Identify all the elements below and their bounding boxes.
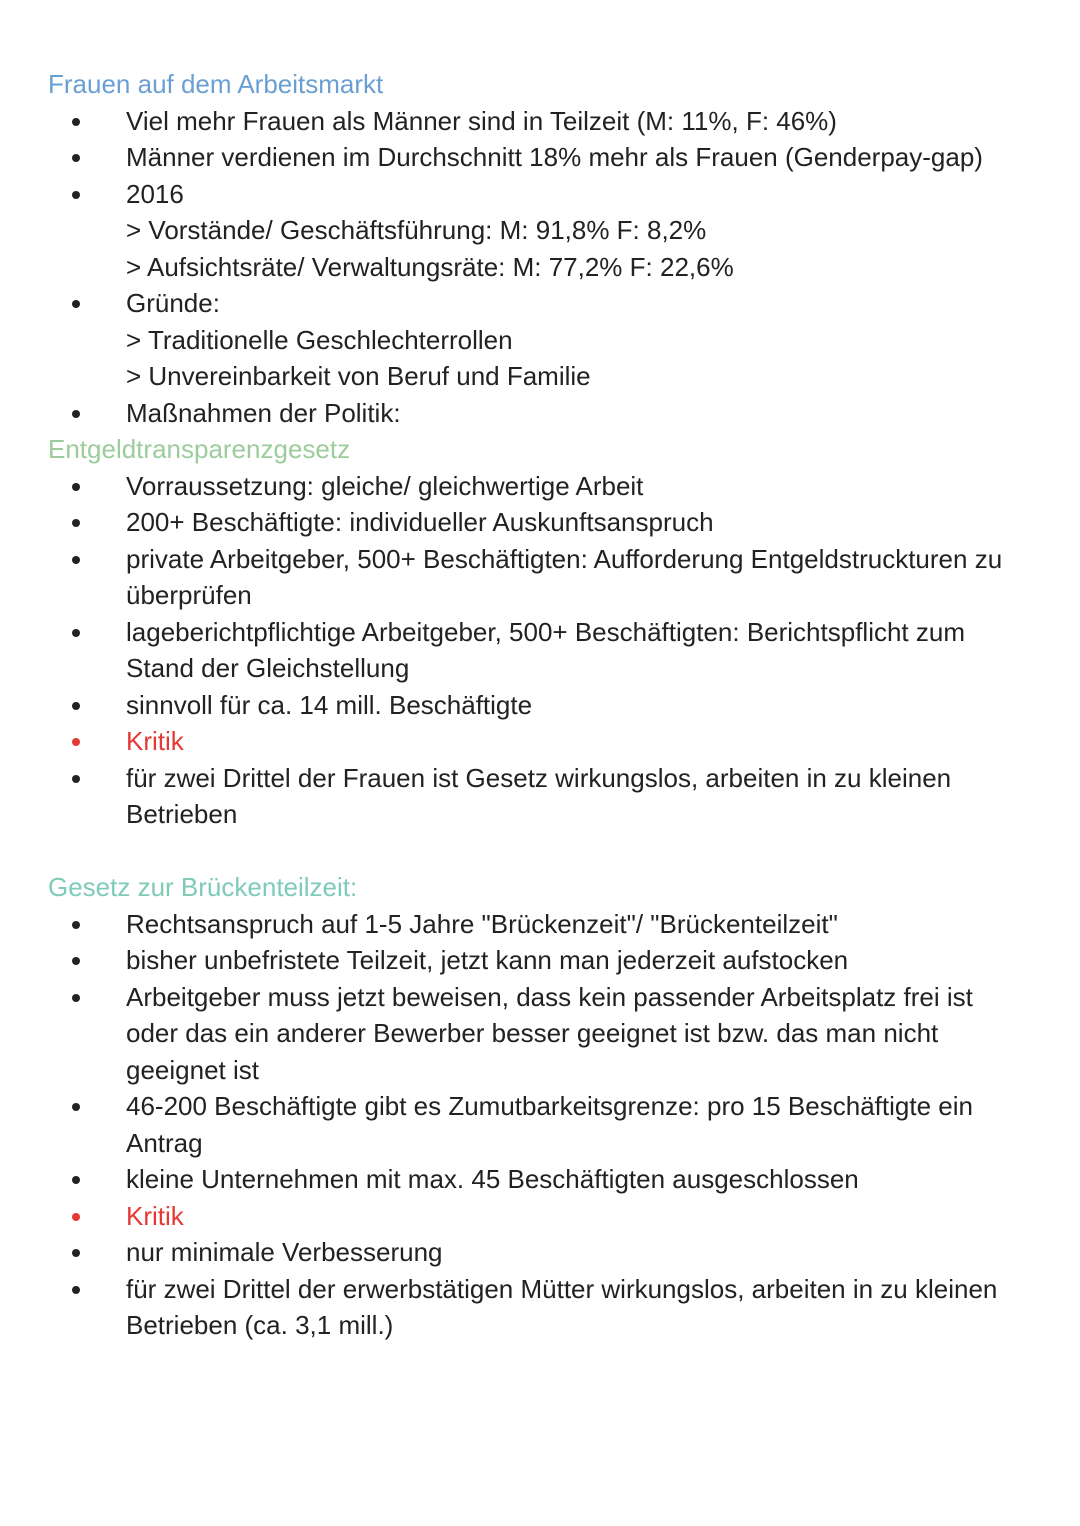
list-item	[0, 285, 1080, 322]
item-text: 200+ Beschäftigte: individueller Auskunftsanspruch	[126, 507, 714, 537]
bullet-icon	[72, 556, 80, 564]
list-item	[0, 1088, 1080, 1161]
item-text: Gründe:	[126, 288, 220, 318]
item-text: private Arbeitgeber, 500+ Beschäftigten: Aufforderung Entgeldstruckturen zu überprüfen	[126, 543, 1003, 610]
item-text: Maßnahmen der Politik:	[126, 397, 401, 428]
list-item-kritik	[0, 1198, 1080, 1235]
bullet-icon	[72, 483, 80, 491]
list-item	[0, 1161, 1080, 1198]
item-text: 46-200 Beschäftigte gibt es Zumutbarkeitsgrenze: pro 15 Beschäftigte ein Antrag	[126, 1091, 973, 1158]
item-text: Rechtsanspruch auf 1-5 Jahre "Brückenzeit"/ "Brückenteilzeit"	[126, 908, 838, 939]
list-frauen-arbeitsmarkt-cont	[0, 285, 1080, 322]
list-frauen-arbeitsmarkt	[0, 103, 1080, 213]
list-item	[0, 139, 1080, 176]
heading-frauen-arbeitsmarkt: Frauen auf dem Arbeitsmarkt	[48, 69, 384, 99]
list-item	[0, 614, 1080, 687]
list-item	[0, 1271, 1080, 1344]
document-page	[0, 66, 1080, 1344]
item-text: für zwei Drittel der erwerbstätigen Mütter wirkungslos, arbeiten in zu kleinen Betrieben (ca. 3,1 mill.)	[126, 1273, 998, 1340]
item-text: Arbeitgeber muss jetzt beweisen, dass kein passender Arbeitsplatz frei ist oder das ein anderer Bewerber besser geeignet ist bzw. das man nicht geeignet ist	[126, 981, 973, 1085]
list-brueckenteilzeit	[0, 906, 1080, 1344]
item-text: Männer verdienen im Durchschnitt 18% mehr als Frauen (Genderpay-gap)	[126, 142, 983, 172]
list-item	[0, 942, 1080, 979]
list-item	[0, 906, 1080, 943]
bullet-icon	[72, 118, 80, 126]
list-item	[0, 468, 1080, 505]
list-item	[0, 760, 1080, 833]
list-item	[0, 541, 1080, 614]
bullet-icon	[72, 410, 80, 418]
bullet-icon	[72, 994, 80, 1002]
bullet-icon	[72, 1249, 80, 1257]
bullet-icon	[72, 775, 80, 783]
list-item	[0, 687, 1080, 724]
bullet-icon	[72, 921, 80, 929]
bullet-red-icon	[72, 1213, 80, 1221]
list-item	[0, 176, 1080, 213]
list-item	[0, 504, 1080, 541]
item-text: kleine Unternehmen mit max. 45 Beschäftigten ausgeschlossen	[126, 1164, 859, 1194]
item-text: nur minimale Verbesserung	[126, 1237, 443, 1267]
heading-entgeldtransparenzgesetz: Entgeldtransparenzgesetz	[48, 434, 351, 464]
sub-item: > Vorstände/ Geschäftsführung: M: 91,8% F: 8,2%	[126, 215, 707, 245]
item-text: 2016	[126, 178, 184, 209]
bullet-icon	[72, 957, 80, 965]
bullet-icon	[72, 300, 80, 308]
bullet-icon	[72, 1286, 80, 1294]
list-item	[0, 395, 1080, 432]
list-item	[0, 103, 1080, 140]
bullet-red-icon	[72, 738, 80, 746]
item-text: lageberichtpflichtige Arbeitgeber, 500+ Beschäftigten: Berichtspflicht zum Stand der Gleichstellung	[126, 616, 965, 683]
heading-brueckenteilzeit: Gesetz zur Brückenteilzeit:	[48, 872, 358, 902]
list-item	[0, 979, 1080, 1089]
kritik-label: Kritik	[126, 726, 184, 756]
bullet-icon	[72, 1176, 80, 1184]
item-text: Viel mehr Frauen als Männer sind in Teilzeit (M: 11%, F: 46%)	[126, 105, 837, 136]
bullet-icon	[72, 191, 80, 199]
list-item	[0, 1234, 1080, 1271]
sub-item: > Unvereinbarkeit von Beruf und Familie	[126, 361, 591, 391]
sub-item: > Traditionelle Geschlechterrollen	[126, 324, 513, 355]
list-item-kritik	[0, 723, 1080, 760]
sub-item: > Aufsichtsräte/ Verwaltungsräte: M: 77,2% F: 22,6%	[126, 251, 734, 282]
bullet-icon	[72, 1103, 80, 1111]
list-entgeldtransparenzgesetz	[0, 468, 1080, 833]
bullet-icon	[72, 629, 80, 637]
bullet-icon	[72, 702, 80, 710]
bullet-icon	[72, 154, 80, 162]
list-frauen-arbeitsmarkt-end	[0, 395, 1080, 432]
spacer	[0, 833, 1080, 870]
item-text: für zwei Drittel der Frauen ist Gesetz wirkungslos, arbeiten in zu kleinen Betrieben	[126, 762, 952, 829]
bullet-icon	[72, 519, 80, 527]
kritik-label: Kritik	[126, 1200, 184, 1231]
item-text: bisher unbefristete Teilzeit, jetzt kann man jederzeit aufstocken	[126, 945, 849, 975]
item-text: sinnvoll für ca. 14 mill. Beschäftigte	[126, 689, 533, 720]
item-text: Vorraussetzung: gleiche/ gleichwertige Arbeit	[126, 470, 644, 501]
